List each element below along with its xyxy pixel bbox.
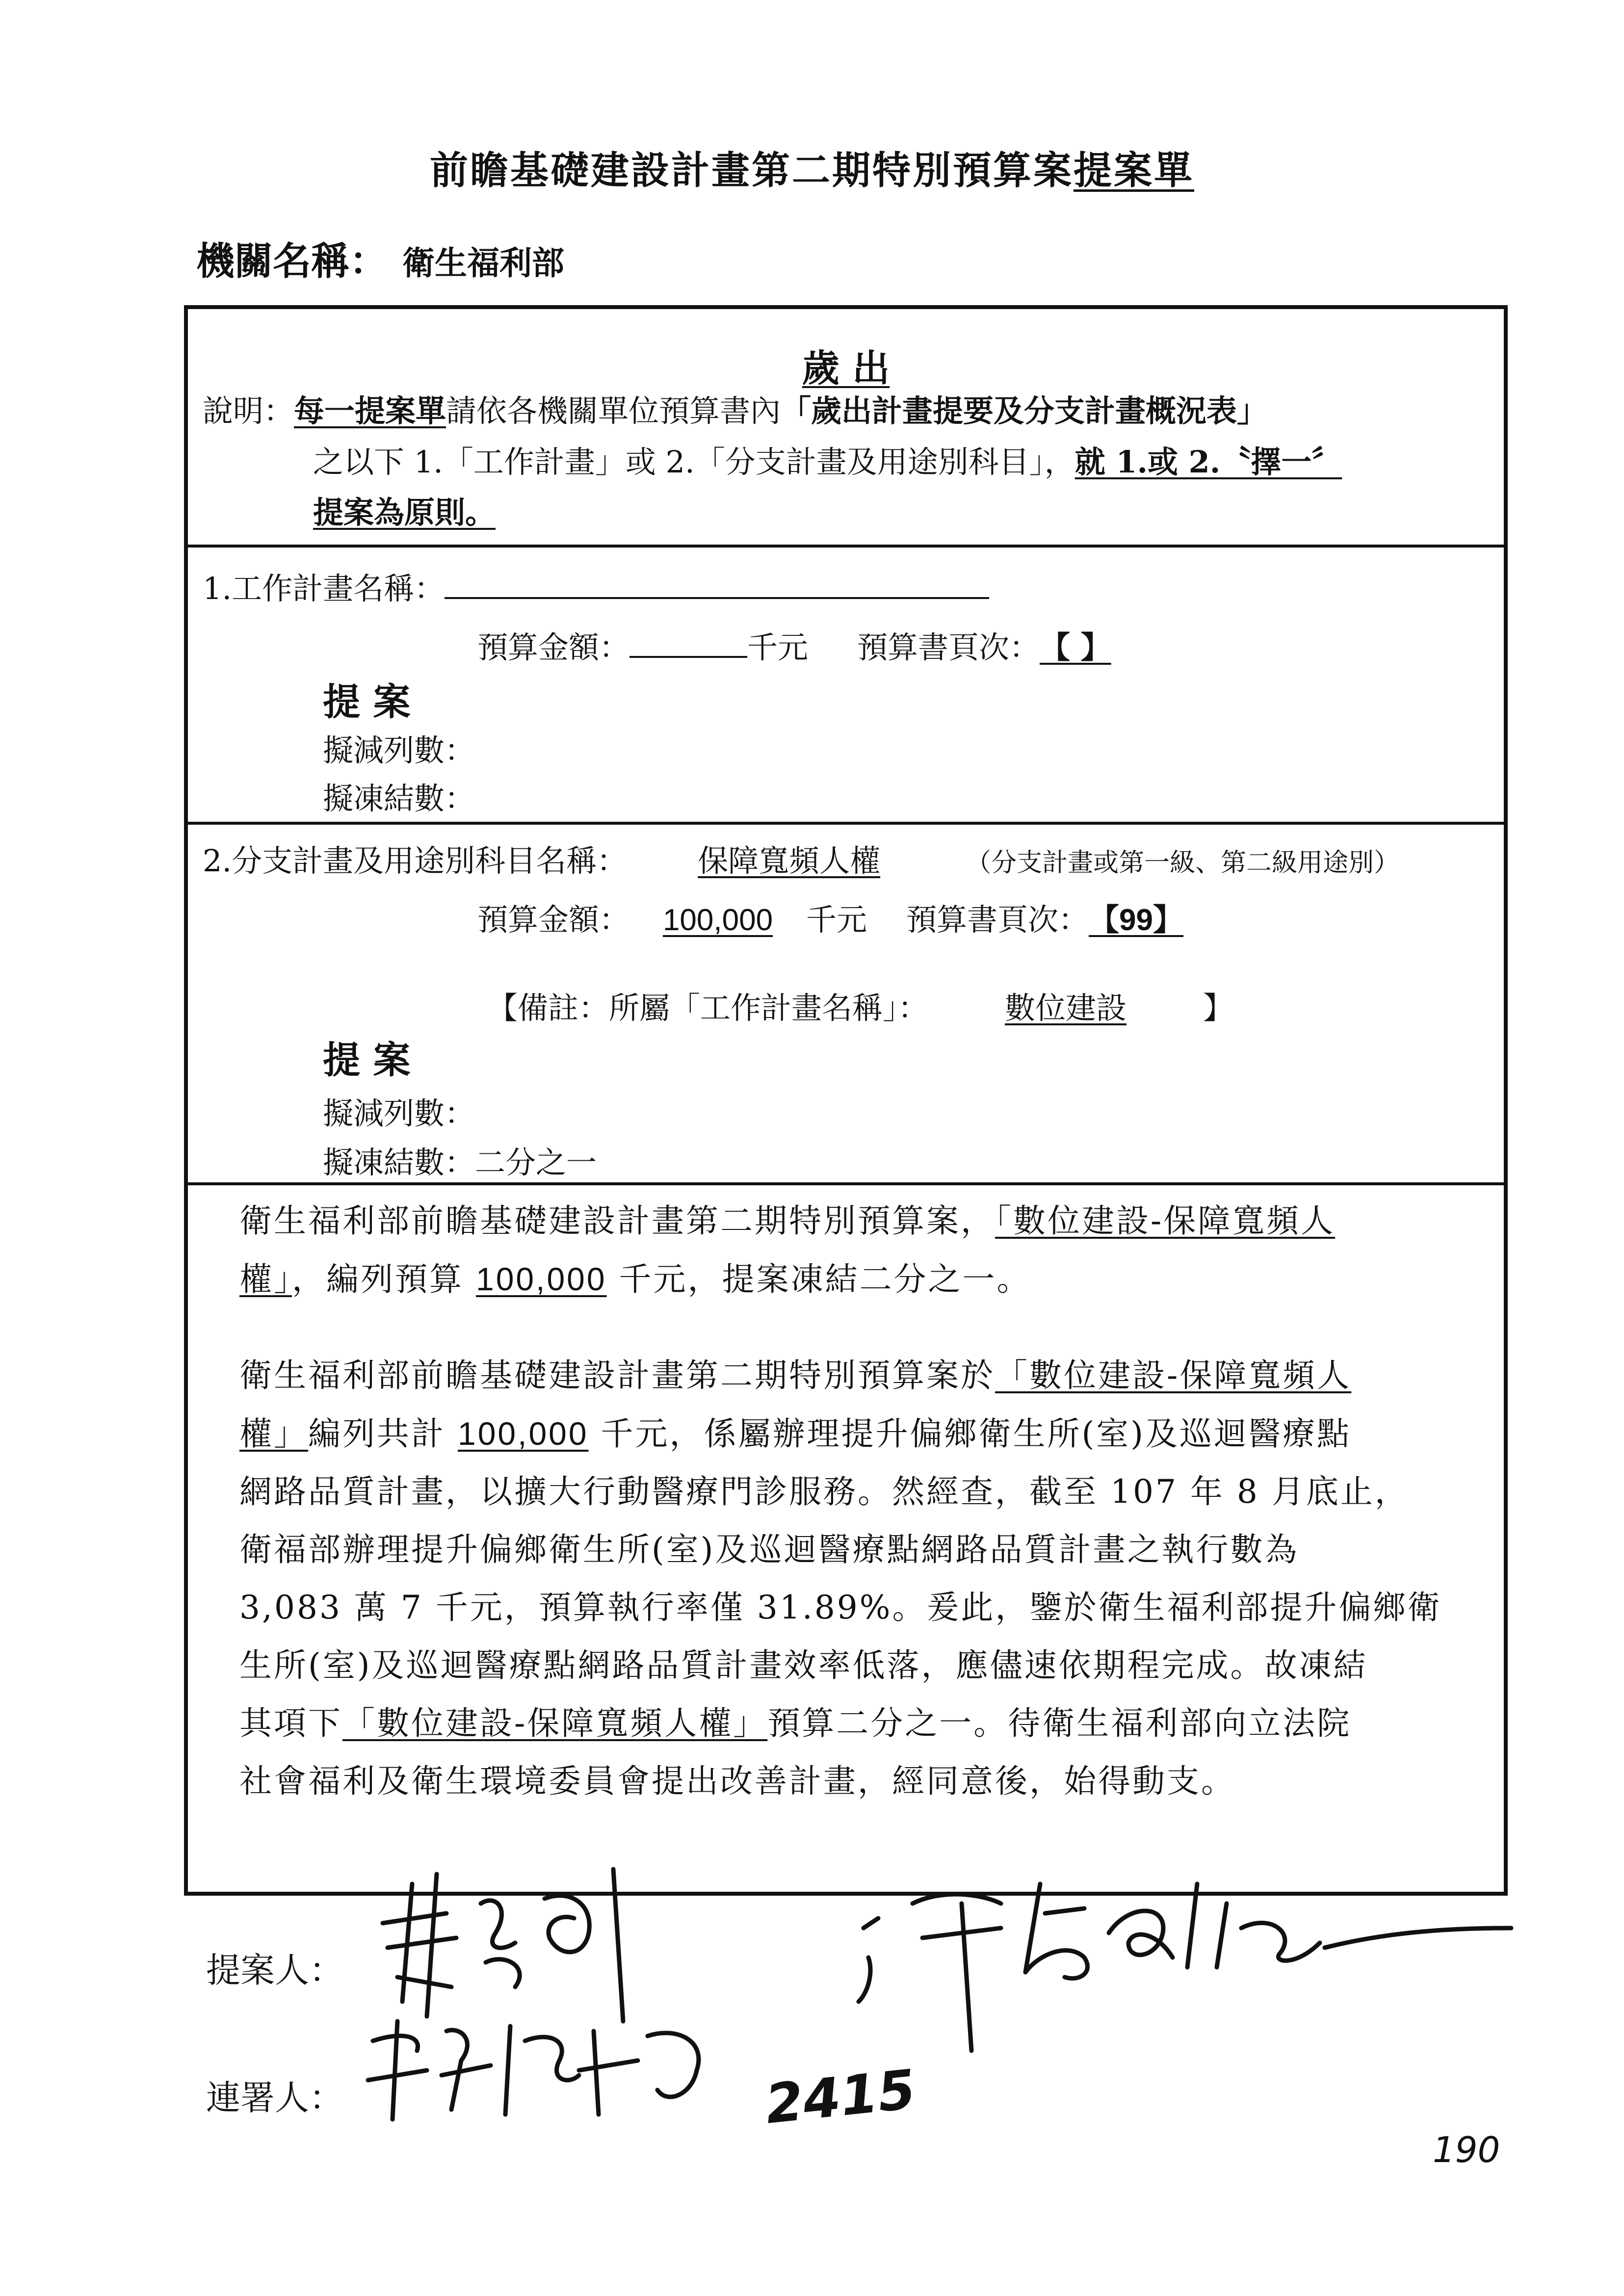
summary-item-end: 權」 — [239, 1260, 292, 1298]
reason-line-8: 社會福利及衛生環境委員會提出改善計畫，經同意後，始得動支。 — [239, 1762, 1235, 1800]
instructions-text: 請依各機關單位預算書內 — [446, 393, 781, 429]
part2-amount: 100,000 — [662, 903, 773, 937]
form-box — [184, 305, 1508, 1896]
part2-remark-value: 數位建設 — [1005, 990, 1127, 1026]
part1-page-value: 【 】 — [1040, 629, 1111, 665]
reason-line-3: 網路品質計畫，以擴大行動醫療門診服務。然經查，截至 107 年 8 月底止， — [239, 1473, 1409, 1511]
reason-text: 千元，係屬辦理提升偏鄉衛生所(室)及巡迴醫療點 — [588, 1415, 1352, 1453]
divider — [188, 545, 1504, 548]
agency-name: 衛生福利部 — [402, 244, 565, 282]
summary-paragraph — [239, 1192, 1466, 1308]
part1-name-blank — [445, 573, 989, 599]
part2-unit: 千元 — [806, 902, 867, 938]
agency-line — [196, 231, 564, 286]
part2-proposal-heading: 提 案 — [323, 1038, 411, 1082]
part2-freeze-line — [323, 1138, 597, 1182]
instructions-bold: 「歲出計畫提要及分支計畫概況表」 — [781, 393, 1268, 429]
divider — [188, 1182, 1504, 1185]
part1-proposal-heading: 提 案 — [323, 680, 411, 724]
part1-amount-blank — [629, 631, 747, 658]
summary-line-1 — [239, 1192, 1466, 1250]
agency-label: 機關名稱： — [196, 239, 388, 284]
reason-text: 其項下 — [239, 1704, 342, 1742]
reason-paragraph — [239, 1347, 1466, 1810]
reason-item-end: 權」 — [239, 1415, 308, 1453]
proposer-label: 提案人： — [206, 1950, 343, 1990]
reason-text: 預算二分之一。待衛生福利部向立法院 — [767, 1704, 1352, 1742]
instructions-choose-one: 就 1.或 2.〝擇一〞 — [1074, 444, 1342, 480]
cosigner-signature-2 — [854, 1874, 1521, 2061]
part1-page-label: 預算書頁次： — [857, 629, 1040, 665]
divider — [188, 822, 1504, 825]
reason-item: 「數位建設-保障寬頻人 — [995, 1357, 1352, 1394]
reason-item: 「數位建設-保障寬頻人權」 — [342, 1704, 768, 1742]
summary-text-2: ，編列預算 — [292, 1260, 476, 1298]
part2-note: （分支計畫或第一級、第二級用途別） — [966, 848, 1400, 878]
reason-amount: 100,000 — [457, 1415, 589, 1452]
part2-budget-line — [477, 895, 1236, 939]
instructions-text-2: 之以下 1.「工作計畫」或 2.「分支計畫及用途別科目」， — [313, 444, 1075, 480]
title-main: 前瞻基礎建設計畫第二期特別預算案 — [429, 148, 1074, 193]
part1-cut-label: 擬減列數： — [323, 732, 475, 768]
summary-item: 「數位建設-保障寬頻人 — [995, 1202, 1336, 1240]
page-number: 190 — [1433, 2129, 1500, 2170]
part2-label: 2.分支計畫及用途別科目名稱： — [203, 843, 628, 879]
part2-freeze-label: 擬凍結數： — [323, 1145, 475, 1180]
part1-name-line — [203, 564, 989, 608]
summary-amount: 100,000 — [475, 1261, 607, 1297]
reason-line-4: 衛福部辦理提升偏鄉衛生所(室)及巡迴醫療點網路品質計畫之執行數為 — [239, 1531, 1299, 1568]
part2-remark-label: 【備註：所屬「工作計畫名稱」： — [487, 990, 929, 1026]
part2-page-label: 預算書頁次： — [906, 902, 1089, 938]
summary-text: 衛生福利部前瞻基礎建設計畫第二期特別預算案， — [239, 1202, 995, 1240]
instructions-label: 說明： — [203, 393, 294, 429]
instructions-underlined: 每一提案單 — [294, 393, 446, 429]
cosigner-signature — [363, 2011, 736, 2129]
part2-name-line — [203, 836, 1399, 880]
proposer-signature — [383, 1854, 638, 2031]
cosigner-label: 連署人： — [206, 2078, 343, 2118]
handwritten-number: 2415 — [762, 2058, 919, 2136]
reason-text: 衛生福利部前瞻基礎建設計畫第二期特別預算案於 — [239, 1357, 995, 1394]
part2-cut-label: 擬減列數： — [323, 1096, 475, 1131]
part2-remark-end: 】 — [1203, 990, 1234, 1026]
page-title — [0, 140, 1624, 195]
part1-label: 1.工作計畫名稱： — [203, 571, 445, 606]
reason-line-2 — [239, 1405, 1466, 1463]
part1-freeze-label: 擬凍結數： — [323, 781, 475, 816]
reason-line-7 — [239, 1695, 1466, 1752]
instructions-line-3: 提案為原則。 — [313, 495, 496, 530]
reason-line-1 — [239, 1347, 1466, 1405]
summary-text-3: 千元，提案凍結二分之一。 — [606, 1260, 1031, 1298]
reason-line-6: 生所(室)及巡迴醫療點網路品質計畫效率低落，應儘速依期程完成。故凍結 — [239, 1646, 1368, 1684]
part2-name: 保障寬頻人權 — [698, 843, 881, 879]
part1-unit: 千元 — [747, 629, 809, 665]
instructions-line-2 — [313, 438, 1342, 481]
section-header: 歲 出 — [802, 346, 890, 390]
part2-page-value: 【99】 — [1089, 903, 1184, 937]
part1-budget-line — [477, 623, 1187, 667]
title-underlined: 提案單 — [1074, 148, 1195, 193]
instructions-line-1 — [203, 387, 1267, 430]
part2-freeze-value: 二分之一 — [475, 1145, 597, 1180]
reason-text: 編列共計 — [308, 1415, 458, 1453]
part2-remark-line — [487, 984, 1233, 1027]
part2-budget-label: 預算金額： — [477, 902, 630, 938]
part1-budget-label: 預算金額： — [477, 629, 630, 665]
reason-line-5: 3,083 萬 7 千元，預算執行率僅 31.89%。爰此，鑒於衛生福利部提升偏鄉衛 — [239, 1589, 1442, 1626]
summary-line-2 — [239, 1250, 1466, 1308]
